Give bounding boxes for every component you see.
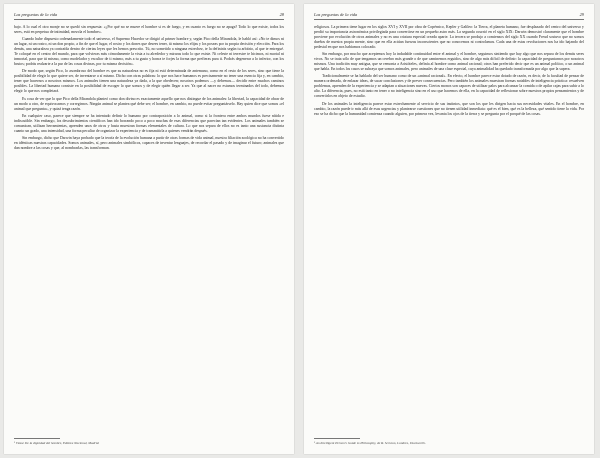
paragraph: bajo. A lo cual el otro monje no se quedó sin respuesta: «¿Por qué no se muere el hombre si es de fuego, y en cuanto es fuego no se apaga? Todo lo que existe, todos los seres, está en perpetua de intimidad, mezcla el hombre». (14, 25, 284, 34)
left-page-header (14, 12, 284, 17)
paragraph: Sin embargo, dicho que Darwin haya probado que la teoría de la evolución humana a partir de otras formas de vida animal, nuestra filiación zoológica no ha convertido en idénticas nuestras capacidades. Somos animales, sí, pero animales simbólicos, capaces de inventar lenguajes, de recordar el pasado y de imaginar el futuro; animales que dan nombre a las cosas y que, al nombrarlas, las transforman. (14, 135, 284, 150)
left-page-body (14, 25, 284, 153)
paragraph: Es cosa de ver que lo que Pico della Mirandola planteó como don divino es exactamente aquello que nos distingue de los animales: la libertad, la capacidad de obrar de un modo u otro, de equivocarnos y corregirnos. Ningún animal se plantea qué debe ser; el hombre, en cambio, no puede evitar preguntárselo. Hay quien dice que somos «el animal que pregunta», y quizá tenga razón. (14, 96, 284, 111)
right-footnote-rule (314, 438, 360, 439)
paragraph: Sin embargo, por mucho que aceptemos hoy la indudable continuidad entre el animal y el hombre, seguimos sintiendo que hay algo que nos separa de los demás seres vivos. No se trata sólo de que tengamos un cerebro más grande o de que caminemos erguidos, sino de algo más difícil de definir: la capacidad de preguntarnos por nosotros mismos. Una tradición muy antigua, que se remonta a Aristóteles, definía al hombre como animal racional; otros han preferido decir que es un animal político, o un animal que habla. En todos los casos se subraya que somos animales, pero animales de una clase especial, cuya animalidad ha quedado transformada por algo que la supera. (314, 52, 584, 72)
right-running-title: Las preguntas de la vida (314, 12, 358, 17)
paragraph: De modo que, según Pico, lo asombroso del hombre es que su naturaleza no es fija ni está determinada de antemano, como en el resto de los seres, sino que tiene la posibilidad de elegir lo que quiere ser, de inventarse a sí mismo. Dicho con otras palabras: lo que nos hace humanos es precisamente no tener una esencia fija y, en cambio, tener que hacernos a nosotros mismos. Los animales tienen una naturaleza ya dada, a la que obedecen; nosotros podemos —y debemos— decidir entre muchos caminos posibles. La libertad humana consiste en la posibilidad de escoger lo que somos y de elegir quién llegar a ser. Ya que al nacer no estamos terminados del todo, debemos elegir lo que nos completará. (14, 69, 284, 94)
left-running-title: Las preguntas de la vida (14, 12, 58, 17)
left-footnote: ¹ Véase De la dignidad del hombre, Editora Nacional, Madrid. (14, 441, 100, 445)
left-page (4, 4, 294, 454)
right-page-body (314, 25, 584, 119)
right-page (304, 4, 594, 454)
paragraph: religiosos. La primera tiene lugar en los siglos XVI y XVII por obra de Copérnico, Kepler y Galileo: la Tierra, el planeta humano, fue desplazado del centro del universo y perdió su importancia astronómica privilegiada para convertirse en un pequeño astro más. La segunda ocurrió en el siglo XIX: Darwin demostró claramente que el hombre proviene por evolución de otros animales y no es una criatura especial creada aparte. La tercera se produjo a comienzos del siglo XX cuando Freud sostuvo que no somos dueños de nuestra propia mente, sino que en ella actúan fuerzas inconscientes que no conocemos ni controlamos. Cada una de estas revoluciones nos ha ido bajando del pedestal en que nos habíamos colocado. (314, 25, 584, 49)
paragraph: Cuando hube dispuesto ordenadamente todo el universo, el Supremo Hacedor se dirigió al primer hombre y, según Pico della Mirandola, le habló así: «No te dimos ni un lugar, ni un rostro, ni un don propio, a fin de que el lugar, el rostro y los dones que desees tener, tú mismo los elijas y los poseas por tu propia decisión y elección. Para los demás, una naturaleza ya contraída dentro de ciertas leyes que les hemos prescrito. Tú, no sometido a ninguna estrechez, te la definirás según tu arbitrio, al que te entregué. Te coloqué en el centro del mundo, para que volvieras más cómodamente la vista a tu alrededor y miraras todo lo que existe. Ni celeste ni terrestre te hicimos, ni mortal ni inmortal, para que tú mismo, como modelador y escultor de ti mismo, más a tu gusto y honra te forjes la forma que prefieras para ti. Podrás degenerar a lo inferior, con los brutos; podrás realzarte a la par de las cosas divinas, por tu misma decisión». (14, 37, 284, 67)
left-page-number: 28 (279, 12, 284, 17)
right-footnote: ² An Intelligent Person's Guide to Philosophy, de R. Scruton, Londres, Duckworth. (314, 441, 426, 445)
paragraph: En cualquier caso, parece que siempre se ha intentado definir lo humano por contraposición a lo animal, como si la frontera entre ambos mundos fuese nítida e indiscutible. Sin embargo, los descubrimientos científicos han ido borrando poco a poco muchas de esas diferencias que parecían tan evidentes. Los animales también se comunican, utilizan herramientas, aprenden unos de otros y hasta muestran formas elementales de cultura. Lo que nos separa de ellos no es tanto una sustancia distinta cuanto un grado, una intensidad, una forma peculiar de organizar la experiencia y de transmitirla a quienes vendrán después. (14, 113, 284, 133)
right-page-header (314, 12, 584, 17)
paragraph: De los animales la inteligencia parece estar estrechamente al servicio de sus instintos, que son los que les dirigen hacia sus necesidades vitales. En el hombre, en cambio, la razón puede ir más allá de esas urgencias y plantearse cuestiones que no tienen utilidad inmediata: qué es el bien, qué es la belleza, qué sentido tiene la vida. Por eso se ha dicho que la humanidad comienza cuando alguien, por primera vez, levanta los ojos de la tierra y se pregunta por el porqué de las cosas. (314, 101, 584, 116)
right-header-rule (314, 19, 584, 20)
paragraph: Tradicionalmente se ha hablado del ser humano como de un «animal racional». En efecto, el hombre parece estar dotado de razón, es decir, de la facultad de pensar de manera ordenada, de enlazar ideas, de sacar conclusiones y de prever consecuencias. Pero también los animales muestran formas notables de inteligencia práctica: resuelven problemas, aprenden de la experiencia y se adaptan a situaciones nuevas. Ciertos monos son capaces de utilizar palos para alcanzar la comida o de apilar cajas para subir a lo alto. La diferencia, pues, no está tanto en tener o no inteligencia sino en el uso que hacemos de ella, en la capacidad de reflexionar sobre nuestros propios pensamientos y de convertirlos en objeto de estudio. (314, 74, 584, 99)
left-footnote-rule (14, 438, 60, 439)
right-page-number: 29 (579, 12, 584, 17)
left-header-rule (14, 19, 284, 20)
